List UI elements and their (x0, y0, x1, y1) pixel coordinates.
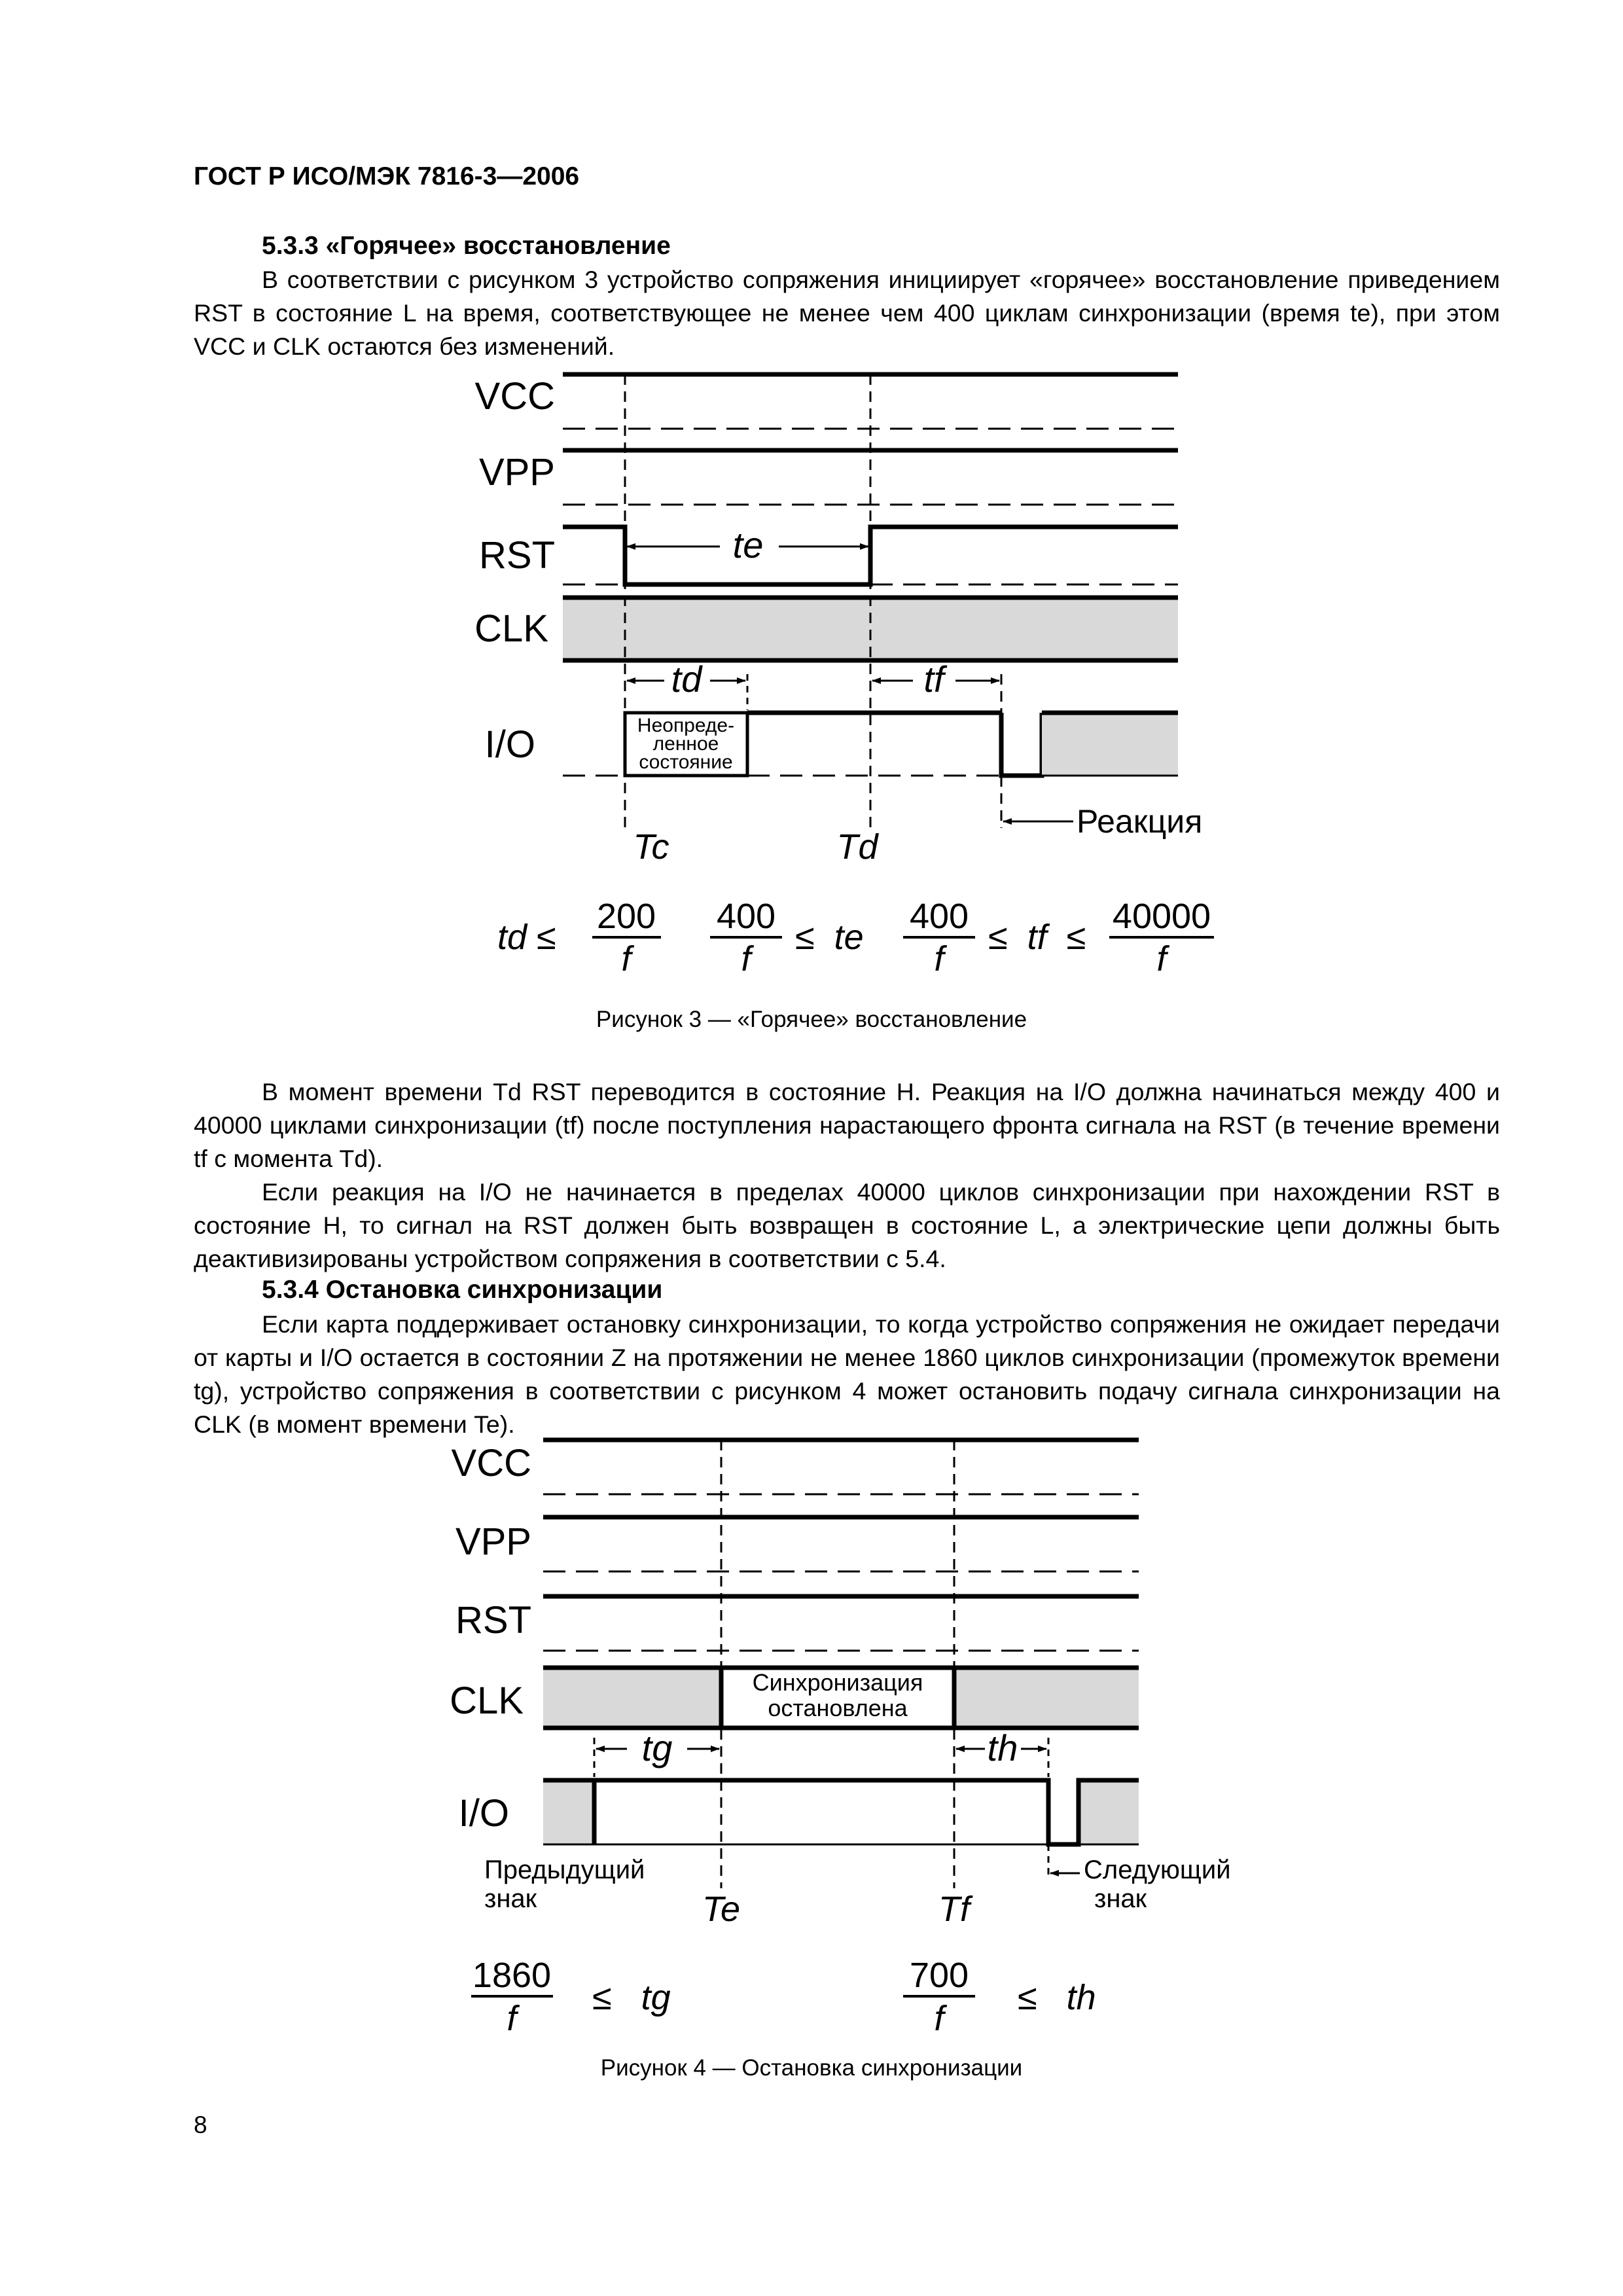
fig4-te-label: Te (702, 1890, 741, 1929)
fig4-clock-stopped-2: остановлена (768, 1695, 908, 1721)
fig3-label-rst: RST (479, 534, 555, 577)
fig4-formula-f1: f (507, 1999, 517, 2038)
fig3-formula-f4: f (1156, 939, 1167, 978)
fig3-td-moment-label: Td (836, 827, 878, 867)
fig4-label-vcc: VCC (451, 1442, 531, 1484)
figure-4-caption: Рисунок 4 — Остановка синхронизации (600, 2055, 1023, 2081)
fig4-label-rst: RST (455, 1599, 531, 1641)
fig3-label-io: I/O (484, 723, 535, 766)
figure-3-caption: Рисунок 3 — «Горячее» восстановление (596, 1007, 1027, 1032)
fig3-formula-f3: f (934, 939, 944, 978)
fig3-formula-f1: f (621, 939, 632, 978)
fig3-te-label: te (732, 524, 764, 565)
section-533-heading: 5.3.3 «Горячее» восстановление (262, 232, 671, 260)
fig3-reaction-label: Реакция (1077, 803, 1203, 840)
fig3-formula-40000: 40000 (1112, 897, 1211, 936)
fig3-td-label: td (671, 658, 702, 700)
paragraph-td-rst: В момент времени Td RST переводится в состояние H. Реакция на I/O должна начинаться между 400 и 40000 циклами синхронизации (tf) после поступления нарастающего фронта сигнала на RST (в течение времени tf с момента Td). (194, 1078, 1500, 1172)
section-533-text: В соответствии с рисунком 3 устройство сопряжения инициирует «горячее» восстановление приведением RST в состояние L на время, соответствующее не менее чем 400 циклам синхронизации (время te), при этом VCC и CLK остаются без изменений. (194, 266, 1500, 360)
fig3-formula-400b: 400 (909, 897, 969, 936)
section-534-text: Если карта поддерживает остановку синхронизации, то когда устройство сопряжения не ожидает передачи от карты и I/O остается в состоянии Z на протяжении не менее 1860 циклов синхронизации (промежуток времени tg), устройство сопряжения в соответствии с рисунком 4 может остановить подачу сигнала синхронизации на CLK (в момент времени Te). (194, 1310, 1500, 1438)
fig4-prev-char-1: Предыдущий (484, 1856, 645, 1884)
fig4-th-label: th (987, 1727, 1018, 1768)
fig3-undefined-state-3: состояние (639, 751, 733, 773)
fig4-prev-char-2: знак (484, 1884, 537, 1913)
fig4-formula-th: ≤ th (1018, 1978, 1096, 2017)
fig3-tc-label: Tc (633, 827, 669, 867)
fig4-formula-f2: f (934, 1999, 944, 2038)
fig3-formula-400a: 400 (716, 897, 776, 936)
fig3-label-vpp: VPP (478, 451, 555, 493)
fig3-label-clk: CLK (474, 607, 548, 650)
fig4-formula-1860: 1860 (472, 1956, 552, 1995)
paragraph-reaction-io: Если реакция на I/O не начинается в пределах 40000 циклов синхронизации при нахождении RST в состояние H, то сигнал на RST должен быть возвращен в состояние L, а электрические цепи должны быть деактивизированы устройством сопряжения в соответствии с 5.4. (194, 1178, 1500, 1272)
fig3-undefined-state-1: Неопреде- (637, 715, 735, 736)
fig3-label-vcc: VCC (474, 375, 555, 418)
fig4-tf-label: Tf (938, 1890, 970, 1929)
fig4-tg-label: tg (641, 1727, 673, 1768)
fig4-label-io: I/O (458, 1792, 509, 1835)
document-header: ГОСТ Р ИСО/МЭК 7816-3—2006 (194, 162, 580, 190)
fig4-clock-stopped-1: Синхронизация (752, 1669, 923, 1696)
fig4-label-vpp: VPP (455, 1520, 531, 1563)
fig4-next-char-1: Следующий (1084, 1856, 1231, 1884)
section-534-heading: 5.3.4 Остановка синхронизации (262, 1276, 663, 1304)
fig3-formula-tf: ≤ tf ≤ (988, 918, 1086, 957)
fig3-formula-200: 200 (596, 897, 656, 936)
fig4-formula-tg: ≤ tg (592, 1978, 671, 2017)
page-number: 8 (194, 2111, 207, 2138)
fig3-formula-td: td ≤ (497, 918, 556, 957)
fig4-next-char-2: знак (1094, 1884, 1147, 1913)
fig3-tf-label: tf (923, 658, 944, 700)
fig3-formula-f2: f (741, 939, 751, 978)
fig4-formula-700: 700 (909, 1956, 969, 1995)
fig4-label-clk: CLK (450, 1679, 524, 1722)
fig3-formula-te: ≤ te (795, 918, 864, 957)
fig3-undefined-state-2: ленное (652, 733, 719, 755)
